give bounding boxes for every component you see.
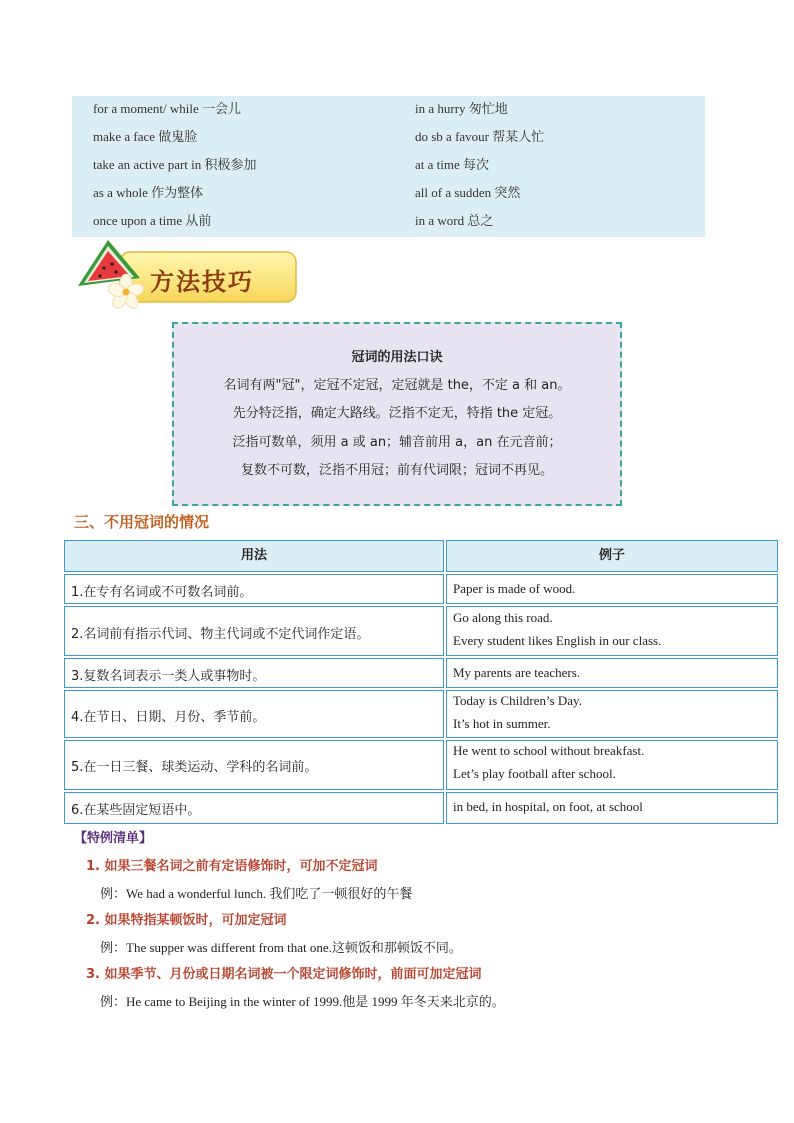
phrase-left-5: once upon a time 从前: [93, 213, 212, 228]
table-header-usage: [64, 540, 444, 572]
special-cases-label: 【特例清单】: [74, 831, 153, 846]
table-header-example-label: 例子: [598, 548, 625, 563]
table-row: [446, 792, 778, 824]
note-rule-2: 2. 如果特指某顿饭时，可加定冠词: [86, 913, 287, 928]
usage-cell: 6.在某些固定短语中。: [71, 803, 201, 818]
rhyme-line-1: 名词有两"冠"，定冠不定冠，定冠就是 the，不定 a 和 an。: [223, 378, 571, 393]
table-row: [446, 690, 778, 738]
phrase-right-5: in a word 总之: [415, 213, 494, 228]
rhyme-line-4: 复数不可数，泛指不用冠；前有代词限；冠词不再见。: [240, 463, 553, 478]
usage-cell: 3.复数名词表示一类人或事物时。: [71, 669, 266, 684]
note-rule-1: 1. 如果三餐名词之前有定语修饰时，可加不定冠词: [86, 859, 378, 874]
phrase-left-2: make a face 做鬼脸: [93, 129, 198, 144]
section-heading: 三、不用冠词的情况: [74, 513, 210, 531]
rhyme-line-3: 泛指可数单，须用 a 或 an；辅音前用 a，an 在元音前；: [232, 435, 562, 450]
rhyme-box: [172, 322, 622, 506]
usage-cell: 1.在专有名词或不可数名词前。: [71, 585, 253, 600]
example-cell: Today is Children’s Day.: [453, 693, 582, 708]
table-row: [64, 740, 444, 790]
example-cell: in bed, in hospital, on foot, at school: [453, 799, 643, 814]
note-example-3: 例：He came to Beijing in the winter of 1999.他是 1999 年冬天来北京的。: [100, 994, 505, 1009]
table-row: [64, 658, 444, 688]
note-example-2: 例：The supper was different from that one.这顿饭和那顿饭不同。: [100, 940, 462, 955]
phrase-left-3: take an active part in 积极参加: [93, 157, 257, 172]
usage-cell: 2.名词前有指示代词、物主代词或不定代词作定语。: [71, 627, 370, 642]
phrase-right-2: do sb a favour 帮某人忙: [415, 129, 545, 144]
rhyme-line-2: 先分特泛指，确定大路线。泛指不定无，特指 the 定冠。: [232, 406, 562, 421]
phrase-right-1: in a hurry 匆忙地: [415, 101, 508, 116]
rhyme-title: 冠词的用法口诀: [351, 350, 443, 365]
example-cell: He went to school without breakfast.: [453, 743, 645, 758]
example-cell: Go along this road.: [453, 610, 553, 625]
phrase-right-4: all of a sudden 突然: [415, 185, 521, 200]
table-row: [446, 658, 778, 688]
example-cell: Let’s play football after school.: [453, 766, 616, 781]
example-cell: Every student likes English in our class.: [453, 633, 662, 648]
example-cell: My parents are teachers.: [453, 665, 581, 680]
usage-cell: 4.在节日、日期、月份、季节前。: [71, 710, 266, 725]
phrase-right-3: at a time 每次: [415, 157, 490, 172]
note-rule-3: 3. 如果季节、月份或日期名词被一个限定词修饰时，前面可加定冠词: [86, 967, 482, 982]
table-row: [446, 740, 778, 790]
example-cell: It’s hot in summer.: [453, 716, 551, 731]
note-example-1: 例：We had a wonderful lunch. 我们吃了一顿很好的午餐: [100, 886, 413, 901]
table-row: [64, 606, 444, 656]
table-row: [64, 574, 444, 604]
table-header-usage-label: 用法: [240, 548, 267, 563]
usage-cell: 5.在一日三餐、球类运动、学科的名词前。: [71, 760, 318, 775]
usage-table: [64, 540, 778, 826]
table-row: [446, 574, 778, 604]
example-cell: Paper is made of wood.: [453, 581, 576, 596]
phrase-left-1: for a moment/ while 一会儿: [93, 101, 242, 116]
phrase-box: [72, 96, 705, 237]
phrase-left-4: as a whole 作为整体: [93, 185, 204, 200]
table-header-example: [446, 540, 778, 572]
table-row: [64, 690, 444, 738]
table-row: [446, 606, 778, 656]
banner-label: 方法技巧: [150, 267, 254, 296]
table-row: [64, 792, 444, 824]
